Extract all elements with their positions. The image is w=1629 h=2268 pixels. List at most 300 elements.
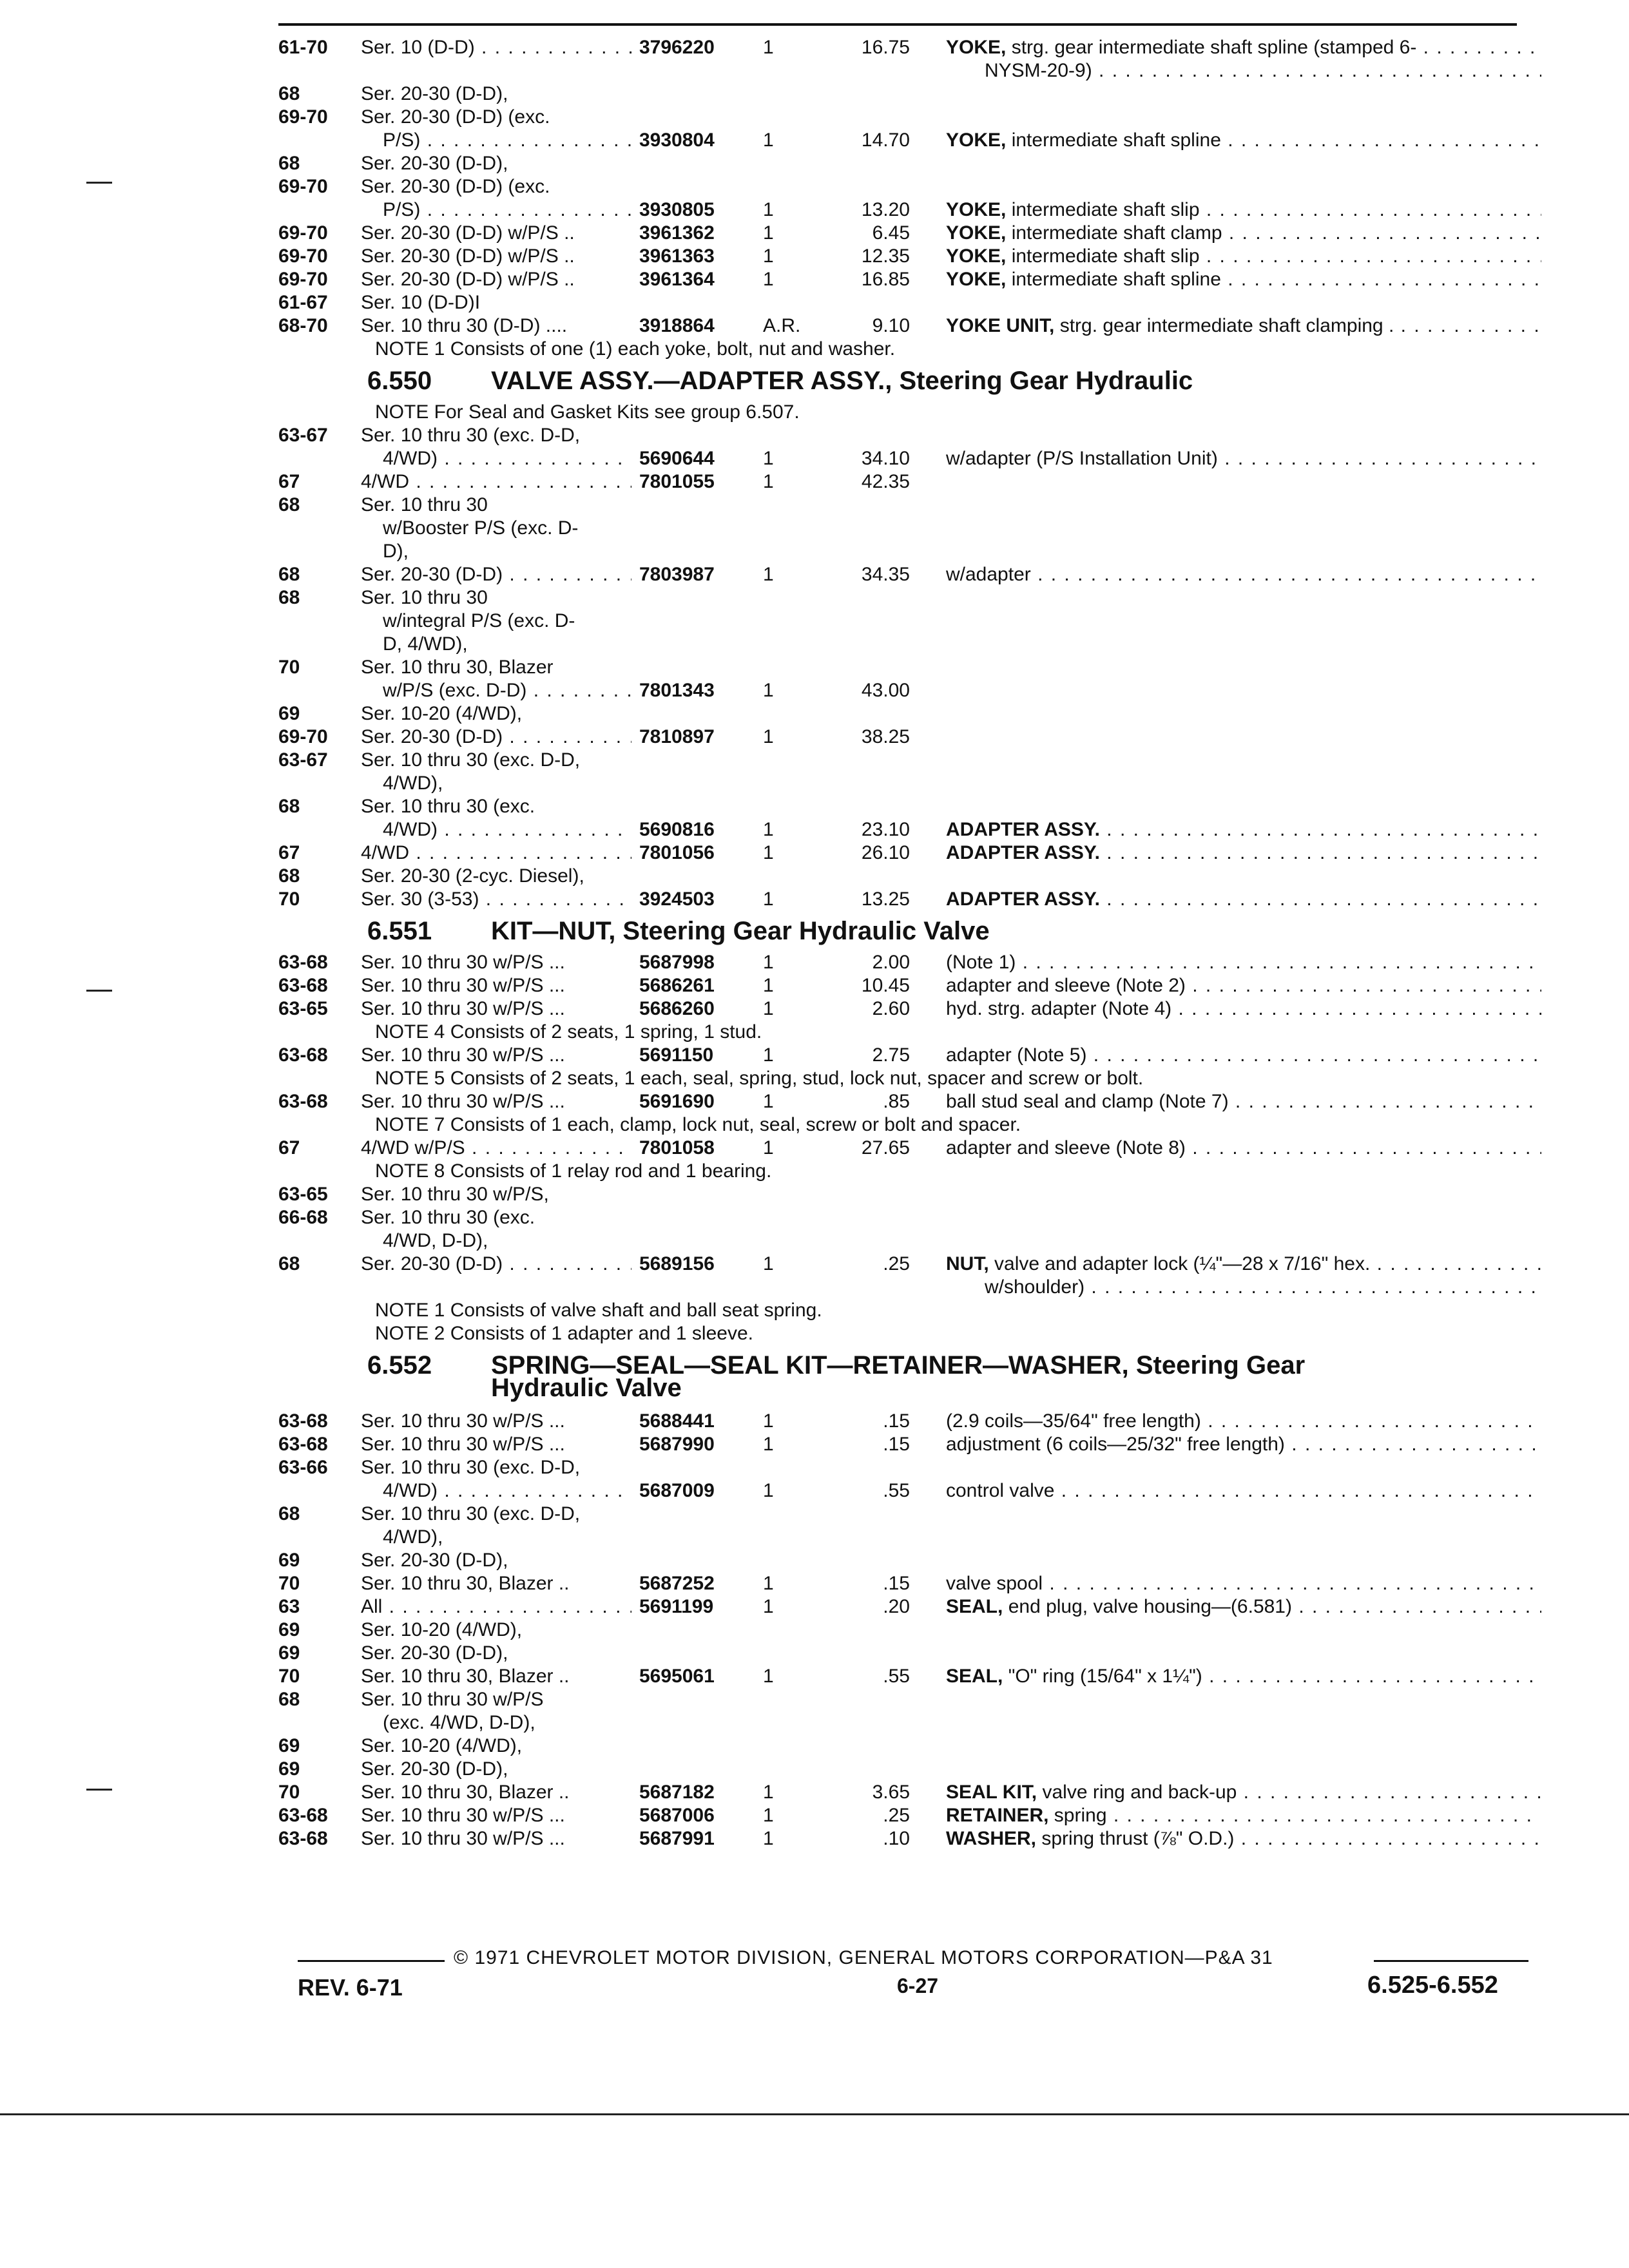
application-desc: Ser. 10 thru 30 w/P/S ...	[361, 1091, 565, 1112]
group-header-6551	[278, 911, 1541, 951]
quantity: 1	[763, 952, 774, 973]
price: 2.60	[872, 998, 910, 1019]
parts-row	[278, 36, 1541, 59]
application-desc: Ser. 10-20 (4/WD),	[361, 703, 523, 724]
part-name	[946, 198, 1541, 222]
model-years: 70	[278, 1666, 300, 1687]
parts-row	[278, 865, 1541, 888]
part-number: 7801056	[639, 842, 715, 863]
part-number: 3796220	[639, 37, 715, 58]
parts-row	[278, 152, 1541, 175]
model-years: 68	[278, 153, 300, 174]
model-years: 63-68	[278, 1828, 328, 1849]
model-years: 63-68	[278, 1434, 328, 1455]
part-name-bold: YOKE,	[946, 199, 1007, 220]
application-desc: w/Booster P/S (exc. D-	[383, 517, 579, 539]
parts-catalog-page	[278, 36, 1541, 1850]
application-desc: Ser. 20-30 (D-D),	[361, 83, 508, 104]
part-name-text: w/adapter (P/S Installation Unit)	[946, 448, 1218, 469]
top-rule	[278, 23, 1517, 26]
part-name-text: spring	[1048, 1805, 1107, 1826]
parts-row	[278, 1804, 1541, 1827]
application-desc: Ser. 10 thru 30 (exc. D-D,	[361, 1503, 581, 1524]
model-years: 68	[278, 564, 300, 585]
price: 26.10	[861, 842, 910, 863]
part-name	[946, 841, 1541, 865]
note-row	[278, 1322, 1541, 1345]
part-name	[946, 1804, 1541, 1827]
quantity: 1	[763, 448, 774, 469]
parts-row	[278, 656, 1541, 679]
parts-row	[278, 772, 1541, 795]
parts-row	[278, 540, 1541, 563]
parts-row	[278, 1781, 1541, 1804]
quantity: 1	[763, 222, 774, 244]
application-desc: Ser. 10 thru 30 w/P/S ...	[361, 1828, 565, 1849]
price: .15	[883, 1410, 910, 1432]
application-desc: Ser. 20-30 (D-D) w/P/S ..	[361, 222, 575, 244]
part-number: 7801055	[639, 471, 715, 492]
price: .25	[883, 1805, 910, 1826]
footer-rule	[1374, 1960, 1528, 1962]
application-desc: D, 4/WD),	[383, 633, 468, 655]
model-years: 68	[278, 865, 300, 887]
valve-assy-section	[278, 424, 1541, 911]
application-desc: Ser. 10 thru 30 w/P/S ...	[361, 1410, 565, 1432]
parts-row	[278, 888, 1541, 911]
model-years: 63-68	[278, 975, 328, 996]
part-name	[946, 36, 1541, 59]
parts-row	[278, 1253, 1541, 1276]
part-number: 7801343	[639, 680, 715, 701]
part-number: 5687991	[639, 1828, 715, 1849]
price: 13.25	[861, 889, 910, 910]
part-number: 5687182	[639, 1782, 715, 1803]
parts-row	[278, 175, 1541, 198]
footer-rule	[298, 1960, 445, 1962]
quantity: 1	[763, 819, 774, 840]
parts-row	[278, 447, 1541, 470]
quantity: 1	[763, 245, 774, 267]
page-number: 6-27	[897, 1974, 939, 1997]
part-name-text: intermediate shaft slip	[1006, 199, 1200, 220]
quantity: 1	[763, 1596, 774, 1617]
model-years: 69	[278, 1619, 300, 1640]
application-desc: Ser. 20-30 (D-D),	[361, 153, 508, 174]
model-years: 69	[278, 703, 300, 724]
part-name	[946, 1253, 1541, 1276]
price: .15	[883, 1434, 910, 1455]
application-desc: 4/WD),	[383, 773, 443, 794]
application-desc: Ser. 10 thru 30 (exc.	[361, 1207, 535, 1228]
model-years: 70	[278, 657, 300, 678]
price: .85	[883, 1091, 910, 1112]
note-text: NOTE 4 Consists of 2 seats, 1 spring, 1 stud.	[375, 1021, 762, 1043]
part-name-text: w/adapter	[946, 564, 1031, 585]
part-number: 7803987	[639, 564, 715, 585]
application-desc: 4/WD w/P/S . . .	[361, 1137, 631, 1160]
quantity: 1	[763, 975, 774, 996]
part-name-bold: ADAPTER ASSY.	[946, 889, 1100, 910]
note-row	[278, 401, 1541, 424]
application-desc: Ser. 10 thru 30, Blazer ..	[361, 1666, 570, 1687]
part-name-text: (Note 1)	[946, 952, 1016, 973]
part-name	[946, 314, 1541, 338]
price: 23.10	[861, 819, 910, 840]
part-name	[946, 1665, 1541, 1688]
note-text: NOTE 1 Consists of valve shaft and ball seat spring.	[375, 1300, 822, 1321]
part-number: 5691199	[639, 1596, 714, 1617]
model-years: 68	[278, 1689, 300, 1710]
quantity: 1	[763, 1410, 774, 1432]
quantity: 1	[763, 1666, 774, 1687]
parts-row	[278, 59, 1541, 82]
application-desc: Ser. 20-30 (D-D),	[361, 1550, 508, 1571]
part-number: 3961364	[639, 269, 715, 290]
parts-row	[278, 1137, 1541, 1160]
application-desc: Ser. 10 thru 30	[361, 587, 488, 608]
price: 3.65	[872, 1782, 910, 1803]
part-name-text: intermediate shaft spline	[1006, 269, 1221, 290]
group-number: 6.552	[367, 1351, 432, 1379]
parts-row	[278, 129, 1541, 152]
price: .10	[883, 1828, 910, 1849]
part-name	[946, 447, 1541, 470]
note-row	[278, 1021, 1541, 1044]
parts-row	[278, 795, 1541, 818]
parts-row	[278, 1433, 1541, 1456]
part-name-text: hyd. strg. adapter (Note 4)	[946, 998, 1172, 1019]
quantity: 1	[763, 1434, 774, 1455]
part-number: 7801058	[639, 1137, 715, 1158]
application-desc: Ser. 10-20 (4/WD),	[361, 1619, 523, 1640]
part-name-bold: WASHER,	[946, 1828, 1037, 1849]
model-years: 63-68	[278, 1410, 328, 1432]
parts-row	[278, 494, 1541, 517]
group-title: SPRING—SEAL—SEAL KIT—RETAINER—WASHER, Steering Gear	[491, 1351, 1306, 1379]
revision: REV. 6-71	[298, 1974, 403, 2001]
model-years: 61-70	[278, 37, 328, 58]
part-name-bold: NUT,	[946, 1253, 989, 1274]
quantity: A.R.	[763, 315, 801, 336]
part-name-bold: YOKE,	[946, 245, 1007, 267]
part-name	[946, 888, 1541, 911]
application-desc: P/S) . . .	[361, 129, 631, 152]
model-years: 68-70	[278, 315, 328, 336]
application-desc: Ser. 20-30 (2-cyc. Diesel),	[361, 865, 584, 887]
price: 34.35	[861, 564, 910, 585]
price: .25	[883, 1253, 910, 1274]
part-name	[946, 222, 1541, 245]
quantity: 1	[763, 1137, 774, 1158]
quantity: 1	[763, 37, 774, 58]
part-name-text: intermediate shaft slip	[1006, 245, 1200, 267]
application-desc: Ser. 20-30 (D-D) (exc.	[361, 106, 550, 128]
part-name-text: adapter and sleeve (Note 2)	[946, 975, 1186, 996]
model-years: 69	[278, 1642, 300, 1664]
application-desc: Ser. 20-30 (D-D) w/P/S ..	[361, 269, 575, 290]
part-name-text: valve ring and back-up	[1037, 1782, 1237, 1803]
application-desc: Ser. 10 thru 30 w/P/S ...	[361, 1805, 565, 1826]
part-name	[946, 1827, 1541, 1850]
application-desc: Ser. 10 thru 30, Blazer ..	[361, 1573, 570, 1594]
parts-row	[278, 1758, 1541, 1781]
model-years: 63-66	[278, 1457, 328, 1478]
price: .15	[883, 1573, 910, 1594]
part-number: 5687006	[639, 1805, 715, 1826]
quantity: 1	[763, 726, 774, 747]
parts-row	[278, 106, 1541, 129]
part-name-bold: YOKE,	[946, 269, 1007, 290]
quantity: 1	[763, 1782, 774, 1803]
parts-row	[278, 268, 1541, 291]
model-years: 68	[278, 1253, 300, 1274]
quantity: 1	[763, 680, 774, 701]
parts-row	[278, 1665, 1541, 1688]
part-name-bold: RETAINER,	[946, 1805, 1049, 1826]
part-name	[946, 563, 1541, 586]
part-number: 3961362	[639, 222, 715, 244]
parts-row	[278, 1572, 1541, 1595]
yoke-section	[278, 36, 1541, 338]
application-desc: Ser. 10 thru 30 w/P/S ...	[361, 975, 565, 996]
price: .20	[883, 1596, 910, 1617]
model-years: 66-68	[278, 1207, 328, 1228]
model-years: 69-70	[278, 176, 328, 197]
margin-tick	[86, 1789, 112, 1791]
model-years: 69-70	[278, 726, 328, 747]
application-desc: Ser. 10 (D-D) . . .	[361, 36, 631, 59]
parts-row	[278, 1688, 1541, 1711]
part-name-text: intermediate shaft spline	[1006, 130, 1221, 151]
note-row	[278, 1160, 1541, 1183]
parts-row	[278, 291, 1541, 314]
part-number: 5691150	[639, 1044, 714, 1066]
parts-row	[278, 470, 1541, 494]
part-name-bold: SEAL,	[946, 1666, 1003, 1687]
application-desc: Ser. 10 thru 30 (exc. D-D,	[361, 1457, 581, 1478]
group-title: VALVE ASSY.—ADAPTER ASSY., Steering Gear Hydraulic	[491, 367, 1193, 395]
part-name	[946, 1433, 1541, 1456]
quantity: 1	[763, 1253, 774, 1274]
part-name	[946, 268, 1541, 291]
price: 27.65	[861, 1137, 910, 1158]
model-years: 69	[278, 1735, 300, 1756]
note-text: NOTE 5 Consists of 2 seats, 1 each, seal, spring, stud, lock nut, spacer and screw or bolt.	[375, 1068, 1144, 1089]
part-name-text: ball stud seal and clamp (Note 7)	[946, 1091, 1229, 1112]
group-header-6550	[278, 361, 1541, 401]
model-years: 63-68	[278, 1805, 328, 1826]
note-row	[278, 338, 1541, 361]
application-desc: D),	[383, 541, 409, 562]
part-name	[946, 1044, 1541, 1067]
part-name	[946, 1090, 1541, 1113]
model-years: 68	[278, 1503, 300, 1524]
quantity: 1	[763, 889, 774, 910]
group-header-6552	[278, 1345, 1541, 1410]
parts-row	[278, 245, 1541, 268]
application-desc: Ser. 30 (3-53) . . .	[361, 888, 631, 911]
model-years: 69-70	[278, 222, 328, 244]
model-years: 63-68	[278, 952, 328, 973]
part-number: 5686260	[639, 998, 715, 1019]
price: 9.10	[872, 315, 910, 336]
price: 34.10	[861, 448, 910, 469]
application-desc: P/S) . . .	[361, 198, 631, 222]
quantity: 1	[763, 1805, 774, 1826]
group-number: 6.550	[367, 367, 432, 395]
application-desc: 4/WD),	[383, 1526, 443, 1548]
parts-row	[278, 424, 1541, 447]
model-years: 63	[278, 1596, 300, 1617]
part-number: 5690644	[639, 448, 715, 469]
note-row	[278, 1113, 1541, 1137]
quantity: 1	[763, 998, 774, 1019]
parts-row	[278, 1595, 1541, 1619]
application-desc: w/integral P/S (exc. D-	[383, 610, 575, 631]
part-number: 3924503	[639, 889, 715, 910]
price: 42.35	[861, 471, 910, 492]
quantity: 1	[763, 1044, 774, 1066]
quantity: 1	[763, 199, 774, 220]
model-years: 69-70	[278, 269, 328, 290]
parts-row	[278, 1503, 1541, 1526]
model-years: 63-65	[278, 998, 328, 1019]
part-name-continued: w/shoulder) . . .	[946, 1276, 1541, 1299]
parts-row	[278, 586, 1541, 610]
part-name-text: control valve	[946, 1480, 1055, 1501]
part-number: 5695061	[639, 1666, 715, 1687]
parts-row	[278, 1456, 1541, 1479]
model-years: 68	[278, 587, 300, 608]
part-name-text: strg. gear intermediate shaft spline (stamped 6-	[1006, 37, 1417, 58]
application-desc: 4/WD . . .	[361, 470, 631, 494]
parts-row	[278, 1276, 1541, 1299]
application-desc: Ser. 10 thru 30 w/P/S ...	[361, 1044, 565, 1066]
part-number: 5687990	[639, 1434, 715, 1455]
application-desc: Ser. 10 thru 30 w/P/S,	[361, 1184, 549, 1205]
quantity: 1	[763, 471, 774, 492]
price: 2.00	[872, 952, 910, 973]
application-desc: Ser. 10 thru 30 (D-D) ....	[361, 315, 568, 336]
note-text: NOTE 8 Consists of 1 relay rod and 1 bearing.	[375, 1160, 772, 1182]
quantity: 1	[763, 1091, 774, 1112]
application-desc: Ser. 10 thru 30, Blazer ..	[361, 1782, 570, 1803]
parts-row	[278, 726, 1541, 749]
parts-row	[278, 633, 1541, 656]
parts-row	[278, 841, 1541, 865]
group-title: KIT—NUT, Steering Gear Hydraulic Valve	[491, 917, 990, 945]
model-years: 68	[278, 494, 300, 515]
part-number: 7810897	[639, 726, 715, 747]
model-years: 67	[278, 1137, 300, 1158]
price: 12.35	[861, 245, 910, 267]
part-name-text: adapter and sleeve (Note 8)	[946, 1137, 1186, 1158]
part-name-continued: NYSM-20-9) . . .	[946, 59, 1541, 82]
parts-row	[278, 1619, 1541, 1642]
part-name-bold: YOKE,	[946, 37, 1007, 58]
quantity: 1	[763, 1573, 774, 1594]
application-desc: Ser. 10 thru 30 (exc.	[361, 796, 535, 817]
part-name	[946, 1572, 1541, 1595]
copyright: © 1971 CHEVROLET MOTOR DIVISION, GENERAL MOTORS CORPORATION—P&A 31	[454, 1947, 1273, 1968]
parts-row	[278, 563, 1541, 586]
application-desc: Ser. 10-20 (4/WD),	[361, 1735, 523, 1756]
note-text: NOTE For Seal and Gasket Kits see group 6.507.	[375, 401, 800, 423]
part-number: 5691690	[639, 1091, 715, 1112]
application-desc: Ser. 20-30 (D-D),	[361, 1758, 508, 1780]
part-name-text: "O" ring (15/64" x 1¼")	[1003, 1666, 1202, 1687]
page-footer	[278, 1948, 1541, 2026]
part-name	[946, 1781, 1541, 1804]
model-years: 63-65	[278, 1184, 328, 1205]
part-name-bold: YOKE,	[946, 222, 1007, 244]
parts-row	[278, 1090, 1541, 1113]
model-years: 63-67	[278, 425, 328, 446]
model-years: 63-68	[278, 1091, 328, 1112]
parts-row	[278, 974, 1541, 997]
quantity: 1	[763, 269, 774, 290]
price: 14.70	[861, 130, 910, 151]
margin-tick	[86, 182, 112, 184]
price: 43.00	[861, 680, 910, 701]
part-name-bold: ADAPTER ASSY.	[946, 842, 1100, 863]
part-name-text: end plug, valve housing—(6.581)	[1003, 1596, 1292, 1617]
application-desc: Ser. 10 thru 30 w/P/S ...	[361, 998, 565, 1019]
application-desc: Ser. 10 thru 30 (exc. D-D,	[361, 425, 581, 446]
parts-row	[278, 749, 1541, 772]
part-name	[946, 818, 1541, 841]
part-name	[946, 951, 1541, 974]
model-years: 63-67	[278, 749, 328, 771]
bottom-rule	[0, 2113, 1629, 2115]
price: 16.85	[861, 269, 910, 290]
parts-row	[278, 1549, 1541, 1572]
parts-row	[278, 314, 1541, 338]
quantity: 1	[763, 1480, 774, 1501]
application-desc: Ser. 10 thru 30 w/P/S	[361, 1689, 544, 1710]
part-number: 5688441	[639, 1410, 715, 1432]
application-desc: All . . .	[361, 1595, 631, 1619]
note-text: NOTE 1 Consists of one (1) each yoke, bolt, nut and washer.	[375, 338, 896, 360]
part-name	[946, 974, 1541, 997]
application-desc: 4/WD) . . .	[361, 447, 631, 470]
part-name-text: strg. gear intermediate shaft clamping .	[1054, 315, 1394, 336]
part-name-bold: SEAL KIT,	[946, 1782, 1037, 1803]
price: 6.45	[872, 222, 910, 244]
application-desc: Ser. 10 thru 30	[361, 494, 488, 515]
part-name	[946, 129, 1541, 152]
price: 10.45	[861, 975, 910, 996]
application-desc: (exc. 4/WD, D-D),	[383, 1712, 535, 1733]
parts-row	[278, 1735, 1541, 1758]
part-name	[946, 1595, 1541, 1619]
model-years: 69-70	[278, 245, 328, 267]
note-row	[278, 1067, 1541, 1090]
group-range: 6.525-6.552	[1367, 1972, 1498, 1999]
part-name	[946, 1479, 1541, 1503]
quantity: 1	[763, 842, 774, 863]
price: .55	[883, 1480, 910, 1501]
application-desc: 4/WD . . .	[361, 841, 631, 865]
part-number: 5689156	[639, 1253, 715, 1274]
part-number: 3930805	[639, 199, 715, 220]
part-name-text: adapter (Note 5)	[946, 1044, 1087, 1066]
part-name-bold: YOKE UNIT,	[946, 315, 1055, 336]
part-name-text: adjustment (6 coils—25/32" free length)	[946, 1434, 1285, 1455]
model-years: 70	[278, 889, 300, 910]
model-years: 70	[278, 1573, 300, 1594]
